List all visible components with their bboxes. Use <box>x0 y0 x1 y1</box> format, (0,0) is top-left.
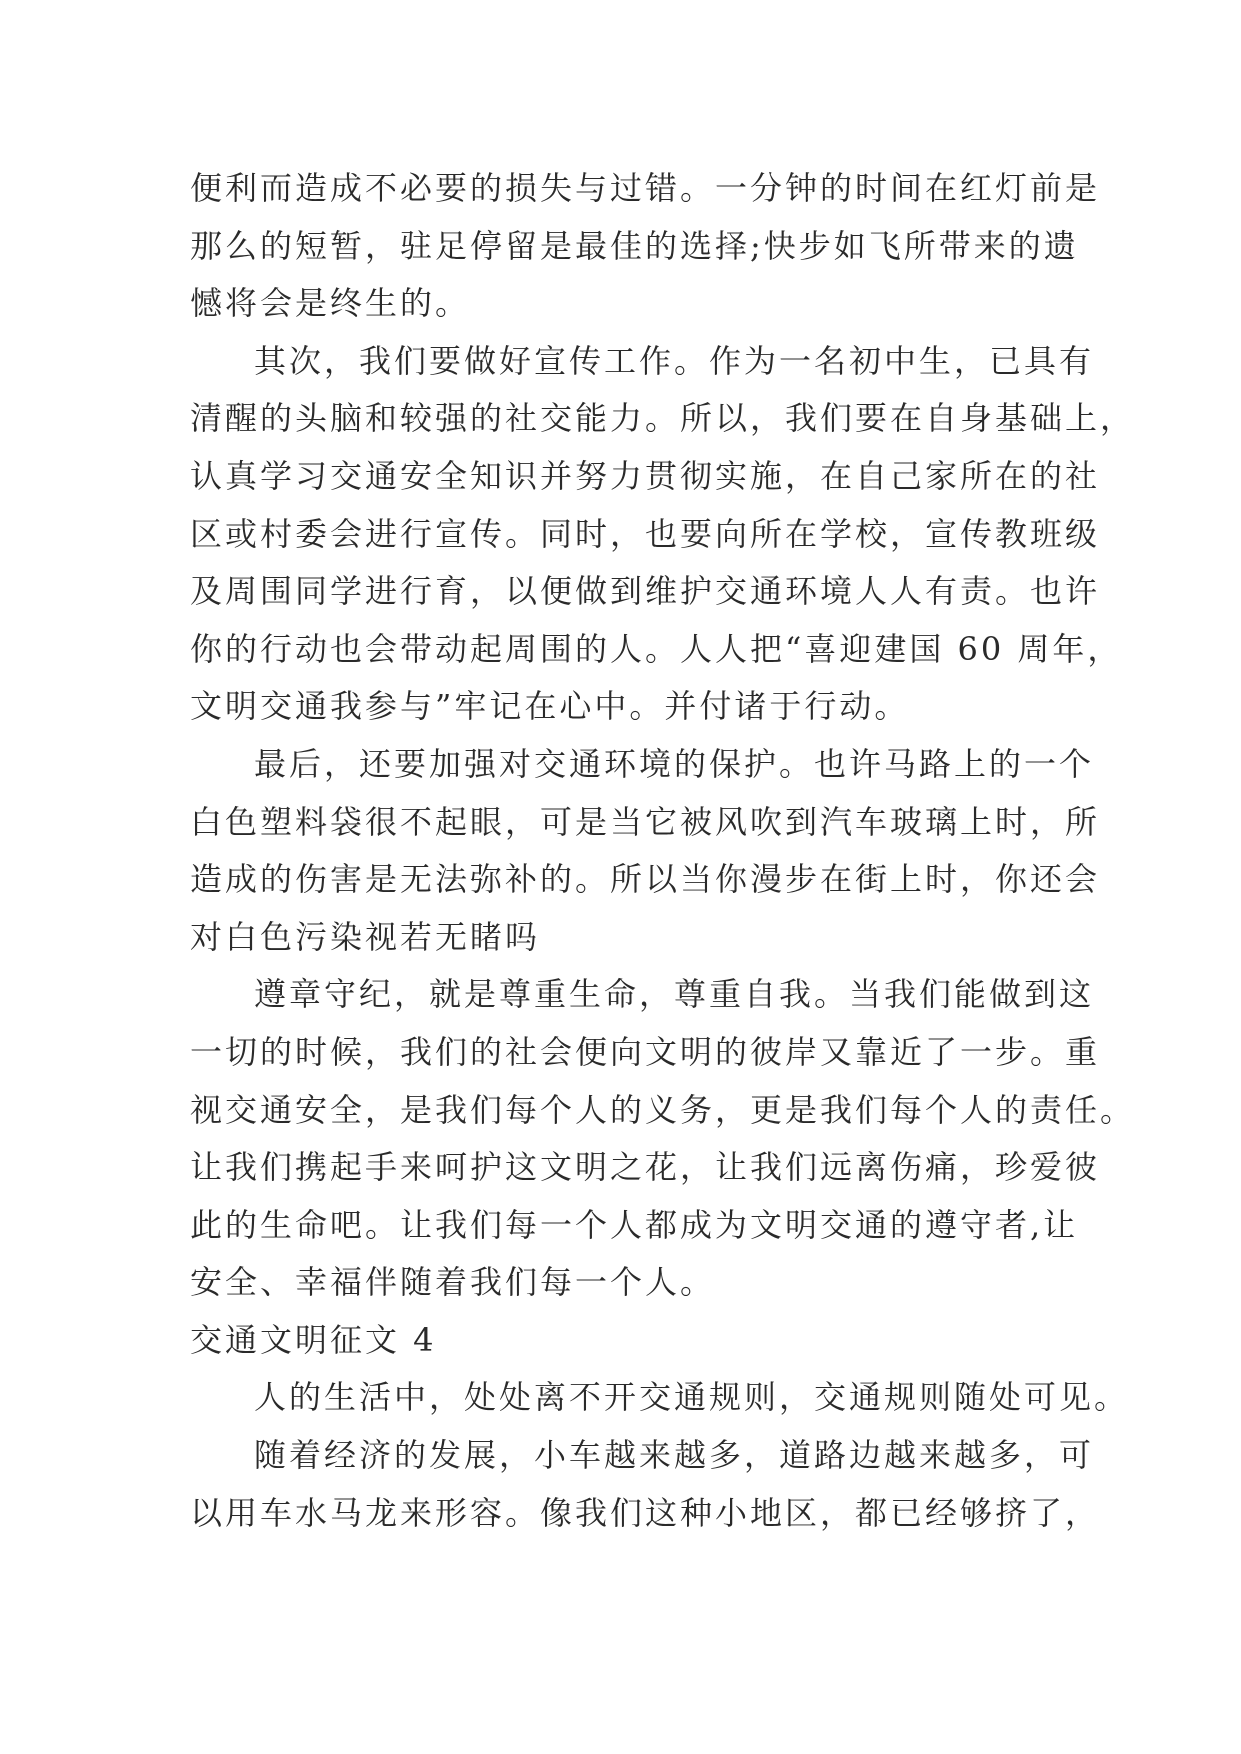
section-heading: 交通文明征文 4 <box>190 1320 437 1359</box>
text-line: 对白色污染视若无睹吗 <box>190 917 541 956</box>
text-line: 安全、幸福伴随着我们每一个人。 <box>190 1263 716 1302</box>
text-line: 造成的伤害是无法弥补的。所以当你漫步在街上时，你还会 <box>190 860 1101 899</box>
text-line: 遵章守纪，就是尊重生命，尊重自我。当我们能做到这 <box>254 975 1095 1014</box>
text-line: 便利而造成不必要的损失与过错。一分钟的时间在红灯前是 <box>190 169 1101 207</box>
text-line: 清醒的头脑和较强的社交能力。所以，我们要在自身基础上， <box>190 399 1136 438</box>
text-line: 那么的短暂，驻足停留是最佳的选择;快步如飞所带来的遗 <box>190 226 1079 265</box>
text-line: 区或村委会进行宣传。同时，也要向所在学校，宣传教班级 <box>190 514 1101 553</box>
text-line: 你的行动也会带动起周围的人。人人把“喜迎建国 60 周年， <box>190 629 1123 668</box>
text-line: 及周围同学进行育，以便做到维护交通环境人人有责。也许 <box>190 572 1101 611</box>
text-line: 白色塑料袋很不起眼，可是当它被风吹到汽车玻璃上时，所 <box>190 802 1101 841</box>
text-line: 一切的时候，我们的社会便向文明的彼岸又靠近了一步。重 <box>190 1032 1101 1071</box>
text-line: 认真学习交通安全知识并努力贯彻实施，在自己家所在的社 <box>190 456 1101 495</box>
text-line: 最后，还要加强对交通环境的保护。也许马路上的一个 <box>254 744 1095 783</box>
text-line: 人的生活中，处处离不开交通规则，交通规则随处可见。 <box>254 1378 1130 1417</box>
text-line: 以用车水马龙来形容。像我们这种小地区，都已经够挤了， <box>190 1493 1101 1532</box>
text-line: 其次，我们要做好宣传工作。作为一名初中生，已具有 <box>254 341 1095 380</box>
text-line: 让我们携起手来呵护这文明之花，让我们远离伤痛，珍爱彼 <box>190 1148 1101 1187</box>
text-line: 视交通安全，是我们每个人的义务，更是我们每个人的责任。 <box>190 1090 1136 1129</box>
text-line: 憾将会是终生的。 <box>190 284 471 323</box>
document-body <box>190 160 1136 1542</box>
text-line: 文明交通我参与”牢记在心中。并付诸于行动。 <box>190 687 910 726</box>
text-line: 此的生命吧。让我们每一个人都成为文明交通的遵守者,让 <box>190 1205 1079 1244</box>
text-line: 随着经济的发展，小车越来越多，道路边越来越多，可 <box>254 1436 1095 1475</box>
